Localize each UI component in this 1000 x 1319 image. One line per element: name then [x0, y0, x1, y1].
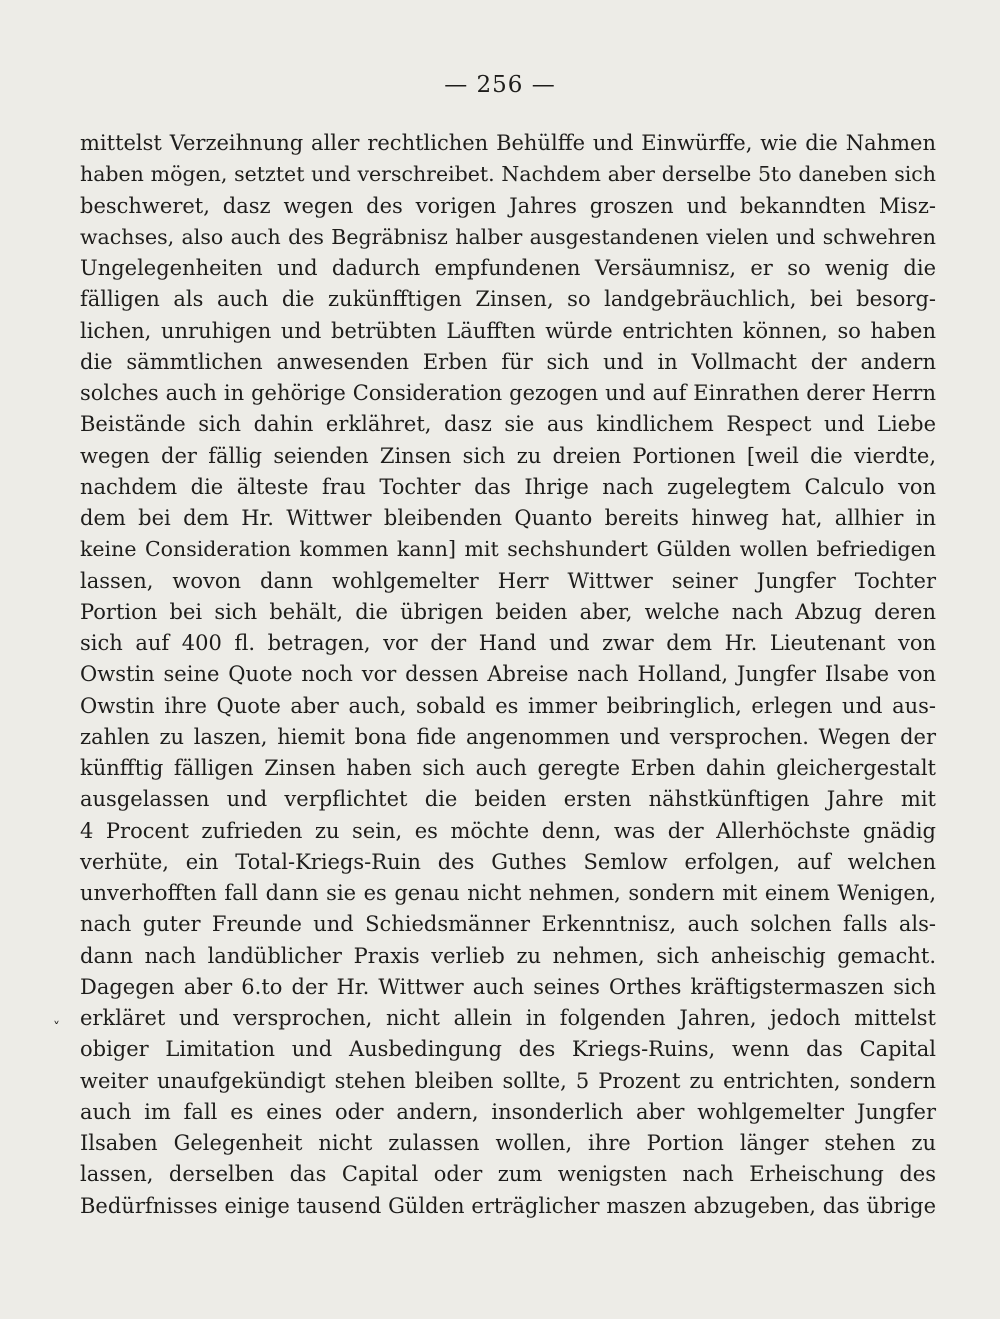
text-line: keine Consideration kommen kann] mit sechshundert Gülden wollen befriedigen [80, 537, 936, 562]
text-line: nach guter Freunde und Schiedsmänner Erkenntnisz, auch solchen falls als- [80, 912, 936, 937]
text-line: sich auf 400 fl. betragen, vor der Hand und zwar dem Hr. Lieutenant von [80, 631, 936, 655]
text-line: Ungelegenheiten und dadurch empfundenen Versäumnisz, er so wenig die [80, 256, 936, 280]
text-line: haben mögen, setztet und verschreibet. Nachdem aber derselbe 5to daneben sich [80, 162, 936, 187]
margin-mark: ˅ [53, 1020, 60, 1036]
text-line: die sämmtlichen anwesenden Erben für sich und in Vollmacht der andern [80, 349, 936, 374]
text-line: künfftig fälligen Zinsen haben sich auch geregte Erben dahin gleichergestalt [80, 756, 936, 780]
page-number: — 256 — [444, 72, 556, 98]
text-line: unverhofften fall dann sie es genau nicht nehmen, sondern mit einem Wenigen, [80, 881, 936, 905]
text-line: zahlen zu laszen, hiemit bona fide angenommen und versprochen. Wegen der [80, 724, 936, 749]
text-line: lassen, wovon dann wohlgemelter Herr Wittwer seiner Jungfer Tochter [80, 568, 936, 593]
text-line: lichen, unruhigen und betrübten Läufften würde entrichten können, so haben [80, 318, 936, 343]
text-line: verhüte, ein Total-Kriegs-Ruin des Guthes Semlow erfolgen, auf welchen [80, 849, 936, 874]
text-line: fälligen als auch die zukünfftigen Zinsen, so landgebräuchlich, bei besorg- [80, 287, 936, 312]
text-line: erkläret und versprochen, nicht allein in folgenden Jahren, jedoch mittelst [80, 1006, 936, 1030]
text-line: ausgelassen und verpflichtet die beiden ersten nähstkünftigen Jahre mit [80, 787, 936, 812]
text-line: nachdem die älteste frau Tochter das Ihrige nach zugelegtem Calculo von [80, 474, 936, 499]
text-line: solches auch in gehörige Consideration gezogen und auf Einrathen derer Herrn [80, 381, 936, 405]
text-line: Dagegen aber 6.to der Hr. Wittwer auch seines Orthes kräftigstermaszen sich [80, 974, 936, 999]
text-line: Bedürfnisses einige tausend Gülden erträglicher maszen abzugeben, das übrige [80, 1193, 936, 1218]
text-line: wachses, also auch des Begräbnisz halber ausgestandenen vielen und schwehren [80, 224, 936, 249]
body-text [80, 128, 936, 1222]
text-line: dem bei dem Hr. Wittwer bleibenden Quanto bereits hinweg hat, allhier in [80, 506, 936, 530]
text-line: Ilsaben Gelegenheit nicht zulassen wollen, ihre Portion länger stehen zu [80, 1131, 936, 1155]
text-line: dann nach landüblicher Praxis verlieb zu nehmen, sich anheischig gemacht. [80, 943, 936, 968]
text-line: weiter unaufgekündigt stehen bleiben sollte, 5 Prozent zu entrichten, sondern [80, 1068, 936, 1093]
text-line: wegen der fällig seienden Zinsen sich zu dreien Portionen [weil die vierdte, [80, 443, 936, 468]
text-line: Portion bei sich behält, die übrigen beiden aber, welche nach Abzug deren [80, 599, 936, 624]
text-line: Beistände sich dahin erklähret, dasz sie aus kindlichem Respect und Liebe [80, 412, 936, 437]
text-line: Owstin seine Quote noch vor dessen Abreise nach Holland, Jungfer Ilsabe von [80, 662, 936, 687]
text-line: beschweret, dasz wegen des vorigen Jahres groszen und bekanndten Misz- [80, 193, 936, 218]
text-line: 4 Procent zufrieden zu sein, es möchte denn, was der Allerhöchste gnädig [80, 818, 936, 843]
text-line: mittelst Verzeihnung aller rechtlichen Behülffe und Einwürffe, wie die Nahmen [80, 131, 936, 155]
text-line: auch im fall es eines oder andern, insonderlich aber wohlgemelter Jungfer [80, 1099, 936, 1124]
text-line: lassen, derselben das Capital oder zum wenigsten nach Erheischung des [80, 1162, 936, 1187]
text-line: Owstin ihre Quote aber auch, sobald es immer beibringlich, erlegen und aus- [80, 693, 936, 718]
text-line: obiger Limitation und Ausbedingung des Kriegs-Ruins, wenn das Capital [80, 1037, 936, 1062]
